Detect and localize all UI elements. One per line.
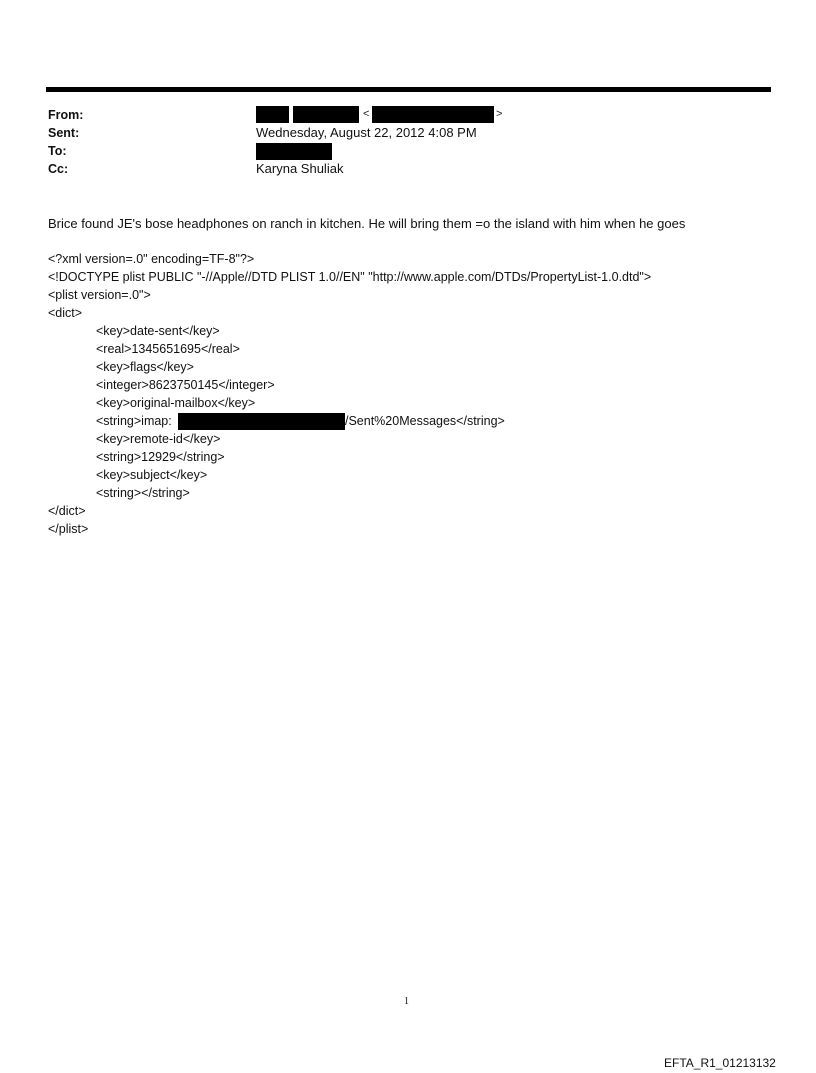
to-label: To: <box>48 144 67 158</box>
from-email-redaction <box>372 106 494 123</box>
plist-line-imap-end: /Sent%20Messages</string> <box>345 414 505 428</box>
plist-line-imap-start: <string>imap: <box>96 414 172 428</box>
plist-line: </dict> <box>48 504 86 518</box>
plist-line: <integer>8623750145</integer> <box>96 378 275 392</box>
plist-line: <key>original-mailbox</key> <box>96 396 256 410</box>
plist-line: <dict> <box>48 306 83 320</box>
message-body: Brice found JE's bose headphones on ranch in kitchen. He will bring them =o the island with him when he goes <box>48 216 686 231</box>
plist-line: <key>subject</key> <box>96 468 208 482</box>
plist-line: </plist> <box>48 522 89 536</box>
from-open-bracket: < <box>363 108 370 120</box>
plist-line: <!DOCTYPE plist PUBLIC "-//Apple//DTD PLIST 1.0//EN" "http://www.apple.com/DTDs/PropertyList-1.0.dtd"> <box>48 270 652 284</box>
plist-line: <string>12929</string> <box>96 450 225 464</box>
from-name-redaction-1 <box>256 106 289 123</box>
plist-line: <key>flags</key> <box>96 360 194 374</box>
cc-value: Karyna Shuliak <box>256 161 344 176</box>
imap-account-redaction <box>178 413 345 430</box>
plist-line: <real>1345651695</real> <box>96 342 240 356</box>
plist-line: <?xml version=.0" encoding=TF-8"?> <box>48 252 255 266</box>
from-label: From: <box>48 108 84 122</box>
from-close-bracket: > <box>496 108 503 120</box>
plist-line: <plist version=.0"> <box>48 288 151 302</box>
sent-label: Sent: <box>48 126 80 140</box>
document-id: EFTA_R1_01213132 <box>664 1056 776 1070</box>
plist-line: <key>date-sent</key> <box>96 324 220 338</box>
from-name-redaction-2 <box>293 106 359 123</box>
sent-value: Wednesday, August 22, 2012 4:08 PM <box>256 125 477 140</box>
cc-label: Cc: <box>48 162 69 176</box>
to-redaction <box>256 143 332 160</box>
plist-line: <key>remote-id</key> <box>96 432 221 446</box>
page-number: 1 <box>404 996 409 1007</box>
plist-line: <string></string> <box>96 486 190 500</box>
header-rule <box>46 87 771 92</box>
